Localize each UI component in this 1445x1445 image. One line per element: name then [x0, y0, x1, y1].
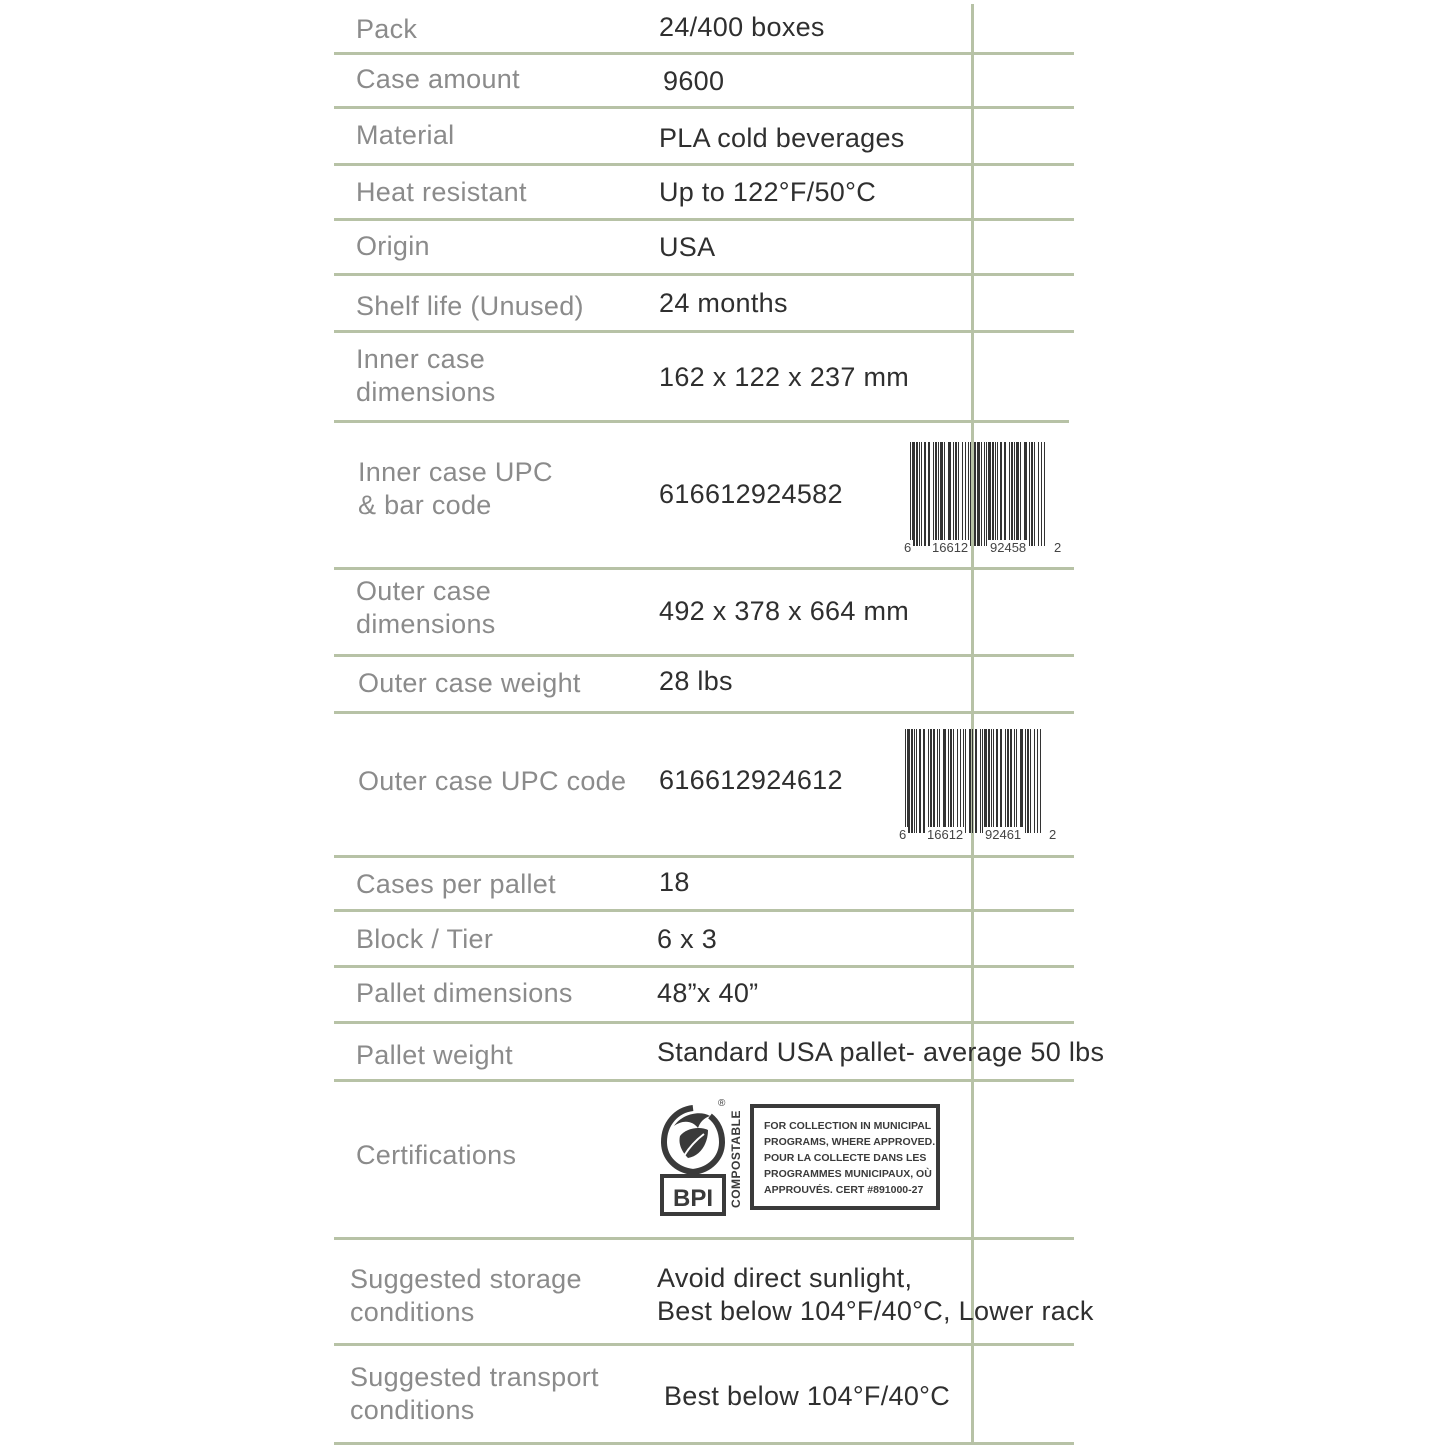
value-transport-conditions: Best below 104°F/40°C [664, 1381, 951, 1411]
barcode-right-digits: 92461 [985, 827, 1022, 842]
value-case-amount: 9600 [663, 66, 725, 96]
outer-case-barcode [897, 729, 1057, 847]
row-outer-case-dimensions [334, 569, 1074, 656]
label-outer-case-dimensions [356, 575, 636, 641]
label-transport-conditions [350, 1361, 630, 1427]
label-outer-case-upc: Outer case UPC code [358, 766, 627, 796]
label-line: conditions [350, 1297, 475, 1327]
row-pack [334, 4, 1074, 54]
row-inner-case-upc [334, 422, 1074, 569]
label-certifications: Certifications [356, 1140, 517, 1170]
value-storage-conditions [657, 1262, 1127, 1328]
barcode-bars [905, 729, 1043, 833]
row-origin [334, 220, 1074, 275]
label-material: Material [356, 120, 455, 150]
value-inner-case-dimensions: 162 x 122 x 237 mm [659, 362, 910, 392]
row-outer-case-upc [334, 713, 1074, 857]
barcode-check-digit: 2 [1049, 827, 1057, 842]
label-shelf-life: Shelf life (Unused) [356, 291, 584, 321]
value-pallet-dimensions: 48”x 40” [657, 978, 759, 1008]
row-pallet-dimensions [334, 967, 1074, 1023]
barcode-lead-digit: 6 [904, 540, 912, 555]
value-heat-resistant: Up to 122°F/50°C [659, 177, 877, 207]
cert-line: POUR LA COLLECTE DANS LES [764, 1152, 927, 1164]
row-pallet-weight [334, 1023, 1105, 1081]
registered-mark: ® [718, 1098, 726, 1109]
label-storage-conditions [350, 1263, 630, 1329]
value-pack: 24/400 boxes [659, 12, 825, 42]
value-outer-case-dimensions: 492 x 378 x 664 mm [659, 596, 910, 626]
value-outer-case-weight: 28 lbs [659, 666, 733, 696]
row-case-amount [334, 54, 1074, 108]
label-heat-resistant: Heat resistant [356, 177, 527, 207]
compostable-label [728, 1102, 744, 1216]
value-outer-case-upc: 616612924612 [659, 765, 843, 795]
label-line: Inner case UPC [358, 457, 553, 487]
barcode-check-digit: 2 [1054, 540, 1062, 555]
value-cases-per-pallet: 18 [659, 867, 690, 897]
label-line: Outer case [356, 576, 492, 606]
row-heat-resistant [334, 165, 1074, 220]
barcode-left-digits: 16612 [932, 540, 969, 555]
barcode-left-digits: 16612 [927, 827, 964, 842]
label-origin: Origin [356, 231, 430, 261]
label-line: Inner case [356, 344, 486, 374]
barcode-lead-digit: 6 [899, 827, 907, 842]
label-inner-case-upc [358, 456, 638, 522]
cert-line: FOR COLLECTION IN MUNICIPAL [764, 1120, 932, 1132]
label-line: Suggested storage [350, 1264, 582, 1294]
row-shelf-life [334, 275, 1074, 332]
cert-line: PROGRAMS, WHERE APPROVED. [764, 1136, 936, 1148]
label-case-amount: Case amount [356, 64, 520, 94]
value-line: Best below 104°F/40°C, Lower rack [657, 1296, 1094, 1326]
inner-case-barcode [902, 442, 1062, 560]
label-line: dimensions [356, 609, 496, 639]
barcode-digits [902, 540, 1062, 556]
label-line: Suggested transport [350, 1362, 599, 1392]
row-storage-conditions [334, 1239, 1094, 1345]
bpi-certification-badge [660, 1098, 950, 1218]
label-pallet-weight: Pallet weight [356, 1040, 513, 1070]
label-line: conditions [350, 1395, 475, 1425]
label-outer-case-weight: Outer case weight [358, 668, 581, 698]
label-pack: Pack [356, 14, 418, 44]
row-inner-case-dimensions [334, 332, 1074, 422]
label-line: dimensions [356, 377, 496, 407]
value-inner-case-upc: 616612924582 [659, 479, 843, 509]
barcode-right-digits: 92458 [990, 540, 1027, 555]
barcode-digits [897, 827, 1057, 843]
cert-line: APPROUVÉS. CERT #891000-27 [764, 1184, 924, 1196]
value-shelf-life: 24 months [659, 288, 788, 318]
compostable-text: COMPOSTABLE [729, 1110, 743, 1208]
value-line: Avoid direct sunlight, [657, 1263, 913, 1293]
bpi-leaf-logo [660, 1102, 726, 1218]
label-line: & bar code [358, 490, 492, 520]
cert-line: PROGRAMMES MUNICIPAUX, OÙ [764, 1168, 932, 1180]
label-block-tier: Block / Tier [356, 924, 494, 954]
barcode-bars [910, 442, 1048, 546]
row-outer-case-weight [334, 656, 1074, 713]
label-inner-case-dimensions [356, 343, 636, 409]
value-origin: USA [659, 232, 716, 262]
value-material: PLA cold beverages [659, 123, 905, 153]
label-pallet-dimensions: Pallet dimensions [356, 978, 573, 1008]
value-block-tier: 6 x 3 [657, 924, 718, 954]
row-material [334, 108, 1074, 165]
row-block-tier [334, 911, 1074, 967]
bpi-logo-text: BPI [672, 1185, 714, 1212]
label-cases-per-pallet: Cases per pallet [356, 869, 556, 899]
row-transport-conditions [334, 1345, 1074, 1445]
row-cases-per-pallet [334, 857, 1074, 911]
value-pallet-weight: Standard USA pallet- average 50 lbs [657, 1037, 1105, 1067]
certification-text-box [750, 1104, 940, 1210]
